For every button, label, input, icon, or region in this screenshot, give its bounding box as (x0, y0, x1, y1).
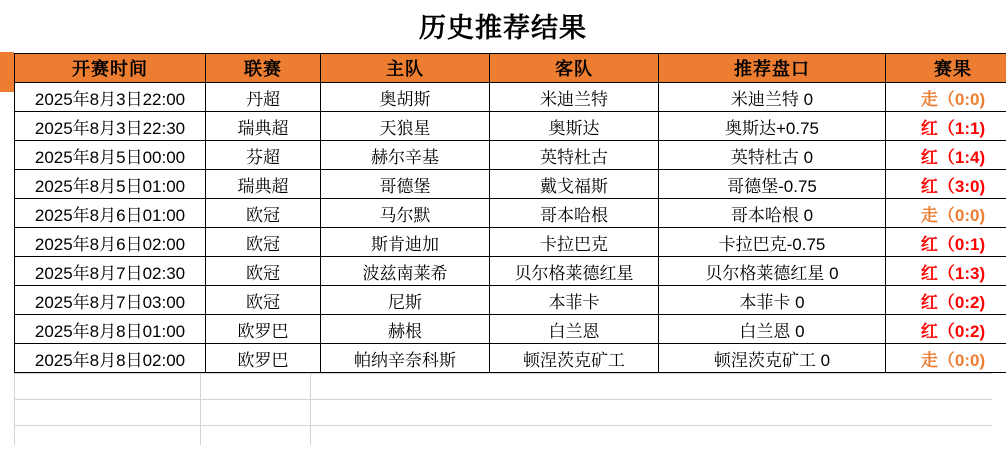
cell-start-time: 2025年8月5日00:00 (15, 141, 206, 170)
cell-recommended-handicap: 顿涅茨克矿工 0 (659, 344, 886, 373)
grid-line-horizontal (14, 399, 992, 400)
cell-away-team: 顿涅茨克矿工 (490, 344, 659, 373)
cell-home-team: 赫尔辛基 (321, 141, 490, 170)
cell-recommended-handicap: 白兰恩 0 (659, 315, 886, 344)
cell-away-team: 贝尔格莱德红星 (490, 257, 659, 286)
cell-start-time: 2025年8月5日01:00 (15, 170, 206, 199)
history-results-table (14, 53, 1006, 373)
cell-league: 瑞典超 (206, 112, 321, 141)
cell-recommended-handicap: 英特杜古 0 (659, 141, 886, 170)
cell-result: 红（1:1) (886, 112, 1006, 141)
header-home-team: 主队 (321, 54, 490, 83)
page-title: 历史推荐结果 (419, 13, 587, 43)
cell-recommended-handicap: 卡拉巴克-0.75 (659, 228, 886, 257)
cell-recommended-handicap: 哥德堡-0.75 (659, 170, 886, 199)
cell-recommended-handicap: 哥本哈根 0 (659, 199, 886, 228)
header-start-time: 开赛时间 (15, 54, 206, 83)
cell-away-team: 本菲卡 (490, 286, 659, 315)
cell-league: 欧冠 (206, 199, 321, 228)
results-table-container (0, 53, 1006, 373)
header-result: 赛果 (886, 54, 1006, 83)
header-recommended-handicap: 推荐盘口 (659, 54, 886, 83)
cell-away-team: 戴戈福斯 (490, 170, 659, 199)
table-header-row (15, 54, 1006, 83)
cell-result: 红（0:2) (886, 286, 1006, 315)
table-row (15, 141, 1006, 170)
cell-result: 走（0:0) (886, 199, 1006, 228)
table-row (15, 286, 1006, 315)
cell-home-team: 尼斯 (321, 286, 490, 315)
cell-recommended-handicap: 贝尔格莱德红星 0 (659, 257, 886, 286)
cell-away-team: 奥斯达 (490, 112, 659, 141)
cell-home-team: 哥德堡 (321, 170, 490, 199)
cell-home-team: 波兹南莱希 (321, 257, 490, 286)
cell-away-team: 哥本哈根 (490, 199, 659, 228)
cell-result: 红（0:1) (886, 228, 1006, 257)
grid-line-horizontal (14, 373, 992, 374)
cell-recommended-handicap: 奥斯达+0.75 (659, 112, 886, 141)
table-row (15, 83, 1006, 112)
cell-home-team: 天狼星 (321, 112, 490, 141)
cell-start-time: 2025年8月8日02:00 (15, 344, 206, 373)
cell-home-team: 斯肯迪加 (321, 228, 490, 257)
table-row (15, 315, 1006, 344)
cell-result: 红（1:3) (886, 257, 1006, 286)
cell-league: 欧罗巴 (206, 315, 321, 344)
grid-line-vertical (310, 373, 311, 445)
cell-league: 芬超 (206, 141, 321, 170)
cell-home-team: 帕纳辛奈科斯 (321, 344, 490, 373)
cell-home-team: 赫根 (321, 315, 490, 344)
cell-result: 走（0:0) (886, 344, 1006, 373)
cell-start-time: 2025年8月8日01:00 (15, 315, 206, 344)
cell-away-team: 英特杜古 (490, 141, 659, 170)
cell-league: 欧罗巴 (206, 344, 321, 373)
cell-recommended-handicap: 本菲卡 0 (659, 286, 886, 315)
grid-line-vertical (14, 373, 15, 445)
grid-line-horizontal (14, 425, 992, 426)
cell-start-time: 2025年8月6日02:00 (15, 228, 206, 257)
cell-league: 欧冠 (206, 228, 321, 257)
cell-result: 走（0:0) (886, 83, 1006, 112)
header-away-team: 客队 (490, 54, 659, 83)
cell-recommended-handicap: 米迪兰特 0 (659, 83, 886, 112)
accent-stripe (0, 52, 14, 92)
cell-start-time: 2025年8月6日01:00 (15, 199, 206, 228)
cell-home-team: 马尔默 (321, 199, 490, 228)
cell-result: 红（1:4) (886, 141, 1006, 170)
table-row (15, 112, 1006, 141)
table-body (15, 83, 1006, 373)
table-row (15, 344, 1006, 373)
cell-start-time: 2025年8月3日22:00 (15, 83, 206, 112)
cell-league: 欧冠 (206, 286, 321, 315)
cell-result: 红（3:0) (886, 170, 1006, 199)
header-league: 联赛 (206, 54, 321, 83)
table-row (15, 257, 1006, 286)
table-header (15, 54, 1006, 83)
grid-line-vertical (200, 373, 201, 445)
table-row (15, 228, 1006, 257)
cell-start-time: 2025年8月7日02:30 (15, 257, 206, 286)
cell-start-time: 2025年8月7日03:00 (15, 286, 206, 315)
cell-league: 瑞典超 (206, 170, 321, 199)
table-row (15, 170, 1006, 199)
cell-away-team: 卡拉巴克 (490, 228, 659, 257)
cell-away-team: 米迪兰特 (490, 83, 659, 112)
cell-start-time: 2025年8月3日22:30 (15, 112, 206, 141)
empty-grid-area (14, 373, 992, 445)
table-row (15, 199, 1006, 228)
cell-home-team: 奥胡斯 (321, 83, 490, 112)
cell-result: 红（0:2) (886, 315, 1006, 344)
cell-league: 丹超 (206, 83, 321, 112)
cell-away-team: 白兰恩 (490, 315, 659, 344)
cell-league: 欧冠 (206, 257, 321, 286)
